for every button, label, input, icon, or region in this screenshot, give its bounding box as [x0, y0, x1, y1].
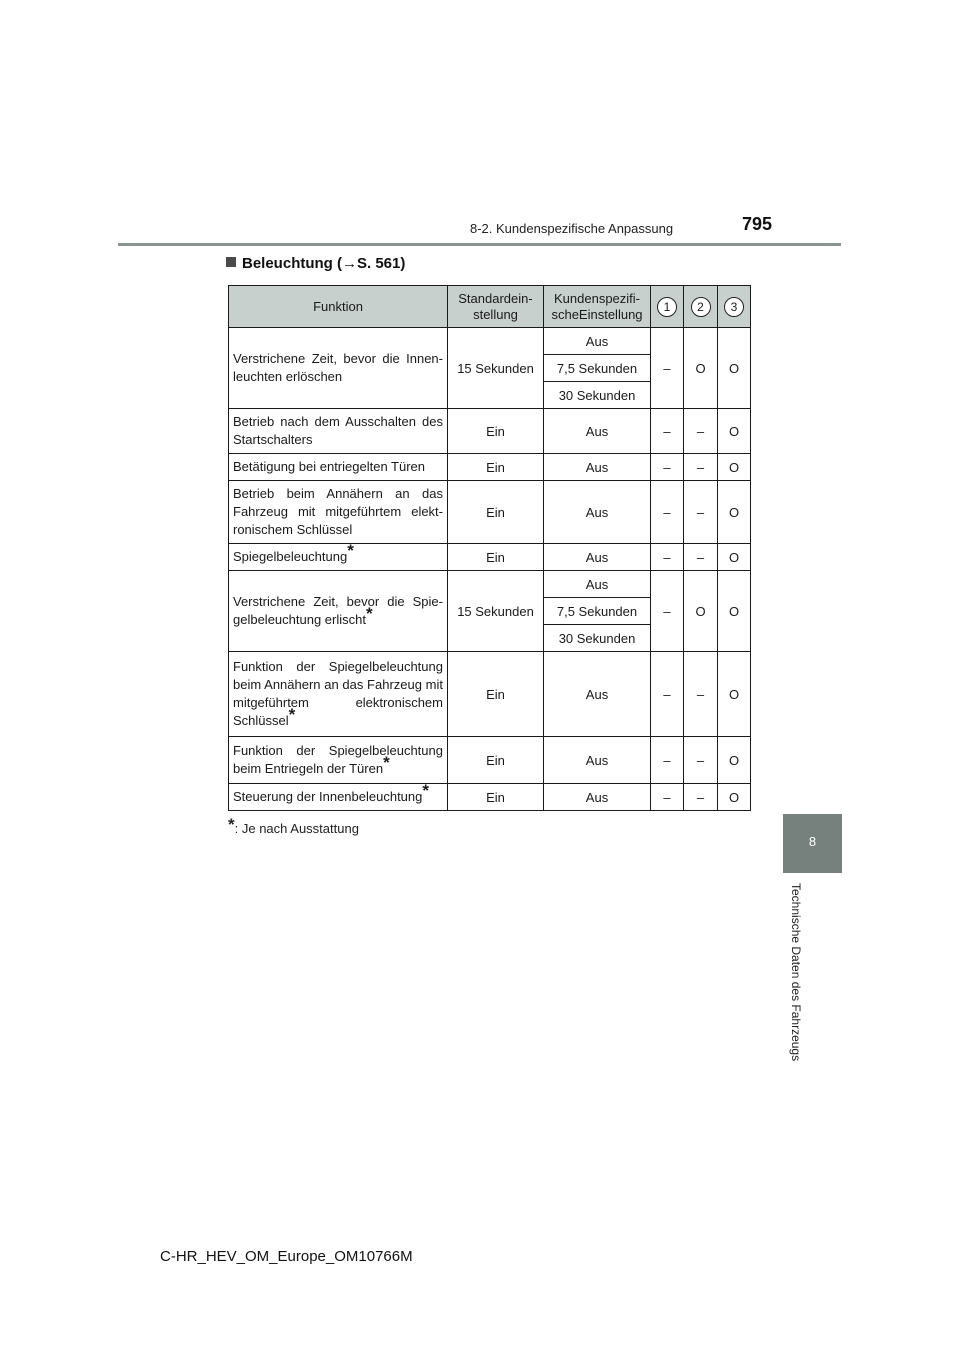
- asterisk-marker: *: [288, 705, 296, 724]
- table-row: [229, 328, 751, 355]
- row-col3: O: [718, 481, 751, 544]
- row-function-text: Spiegelbeleuchtung: [233, 549, 348, 564]
- row-standard: Ein: [448, 481, 544, 544]
- row-standard: Ein: [448, 652, 544, 737]
- row-col2: –: [684, 454, 718, 481]
- footnote: [228, 815, 359, 836]
- row-function-text: Steuerung der Innenbeleuchtung: [233, 789, 423, 804]
- row-option: 30 Sekunden: [544, 382, 651, 409]
- asterisk-marker: *: [347, 541, 354, 560]
- table-row: [229, 571, 751, 598]
- table-row: [229, 784, 751, 811]
- row-col3: O: [718, 409, 751, 454]
- table-row: [229, 652, 751, 737]
- row-col3: O: [718, 784, 751, 811]
- row-function-text: Funktion der Spiegelbeleuchtung beim Annähern an das Fahrzeug mit mitgeführtem elektronischem Schlüssel: [233, 659, 443, 728]
- table-row: [229, 481, 751, 544]
- row-col2: –: [684, 784, 718, 811]
- row-option: 7,5 Sekunden: [544, 355, 651, 382]
- table-header-row: [229, 286, 751, 328]
- header-col2: [684, 286, 718, 328]
- row-col1: –: [651, 784, 684, 811]
- row-function: [229, 737, 448, 784]
- section-heading: [226, 255, 405, 272]
- circled-1-icon: 1: [657, 297, 677, 317]
- header-divider: [118, 243, 841, 246]
- document-id: C-HR_HEV_OM_Europe_OM10766M: [160, 1248, 413, 1265]
- row-col2: –: [684, 737, 718, 784]
- row-function: [229, 571, 448, 652]
- row-option: Aus: [544, 328, 651, 355]
- circled-2-icon: 2: [691, 297, 711, 317]
- row-function: [229, 652, 448, 737]
- footnote-text: : Je nach Ausstattung: [234, 821, 359, 836]
- row-col1: –: [651, 652, 684, 737]
- row-function: Betätigung bei entriegelten Türen: [229, 454, 448, 481]
- header-standard: Standardein- stellung: [448, 286, 544, 328]
- row-standard: 15 Sekunden: [448, 328, 544, 409]
- table-row: [229, 409, 751, 454]
- row-col2: –: [684, 481, 718, 544]
- table-row: [229, 544, 751, 571]
- row-function-text: Verstrichene Zeit, bevor die Spie-gelbeleuchtung erlischt: [233, 594, 443, 627]
- row-col1: –: [651, 544, 684, 571]
- table-row: [229, 454, 751, 481]
- row-function: Verstrichene Zeit, bevor die Innen-leuchten erlöschen: [229, 328, 448, 409]
- row-standard: Ein: [448, 544, 544, 571]
- asterisk-marker: *: [365, 604, 373, 623]
- asterisk-marker: *: [383, 753, 390, 772]
- row-col3: O: [718, 571, 751, 652]
- row-option: Aus: [544, 454, 651, 481]
- row-option: Aus: [544, 481, 651, 544]
- row-col1: –: [651, 454, 684, 481]
- row-standard: Ein: [448, 737, 544, 784]
- row-col3: O: [718, 652, 751, 737]
- section-title: 8-2. Kundenspezifische Anpassung: [470, 221, 674, 236]
- row-col3: O: [718, 328, 751, 409]
- row-col2: O: [684, 571, 718, 652]
- row-function: Betrieb beim Annähern an das Fahrzeug mit mitgeführtem elekt-ronischem Schlüssel: [229, 481, 448, 544]
- row-col1: –: [651, 409, 684, 454]
- row-option: 7,5 Sekunden: [544, 598, 651, 625]
- row-option: 30 Sekunden: [544, 625, 651, 652]
- row-option: Aus: [544, 571, 651, 598]
- row-standard: Ein: [448, 409, 544, 454]
- row-col2: –: [684, 409, 718, 454]
- row-col1: –: [651, 737, 684, 784]
- row-option: Aus: [544, 544, 651, 571]
- row-col1: –: [651, 481, 684, 544]
- row-option: Aus: [544, 784, 651, 811]
- row-col3: O: [718, 737, 751, 784]
- asterisk-marker: *: [422, 781, 430, 800]
- row-function: Betrieb nach dem Ausschalten des Startschalters: [229, 409, 448, 454]
- row-col2: –: [684, 652, 718, 737]
- table-row: [229, 737, 751, 784]
- header-funktion: Funktion: [229, 286, 448, 328]
- row-option: Aus: [544, 652, 651, 737]
- square-bullet-icon: [226, 257, 236, 267]
- chapter-title: Technische Daten des Fahrzeugs: [789, 883, 803, 1062]
- row-option: Aus: [544, 737, 651, 784]
- row-standard: Ein: [448, 454, 544, 481]
- customization-table: [228, 285, 751, 811]
- row-function: [229, 541, 448, 571]
- row-standard: 15 Sekunden: [448, 571, 544, 652]
- page-number: 795: [742, 214, 773, 234]
- row-col1: –: [651, 571, 684, 652]
- row-col3: O: [718, 544, 751, 571]
- row-col1: –: [651, 328, 684, 409]
- footnote-asterisk: *: [228, 815, 235, 834]
- header-col1: [651, 286, 684, 328]
- row-col2: O: [684, 328, 718, 409]
- heading-text: Beleuchtung (→S. 561): [242, 255, 406, 272]
- row-col2: –: [684, 544, 718, 571]
- chapter-tab: [783, 814, 842, 873]
- circled-3-icon: 3: [724, 297, 744, 317]
- chapter-number: 8: [808, 834, 817, 849]
- row-function: [229, 781, 448, 811]
- header-kunden: Kundenspezifi- scheEinstellung: [544, 286, 651, 328]
- row-function-text: Funktion der Spiegelbeleuchtung beim Entriegeln der Türen: [233, 743, 443, 776]
- row-standard: Ein: [448, 784, 544, 811]
- header-col3: [718, 286, 751, 328]
- row-option: Aus: [544, 409, 651, 454]
- row-col3: O: [718, 454, 751, 481]
